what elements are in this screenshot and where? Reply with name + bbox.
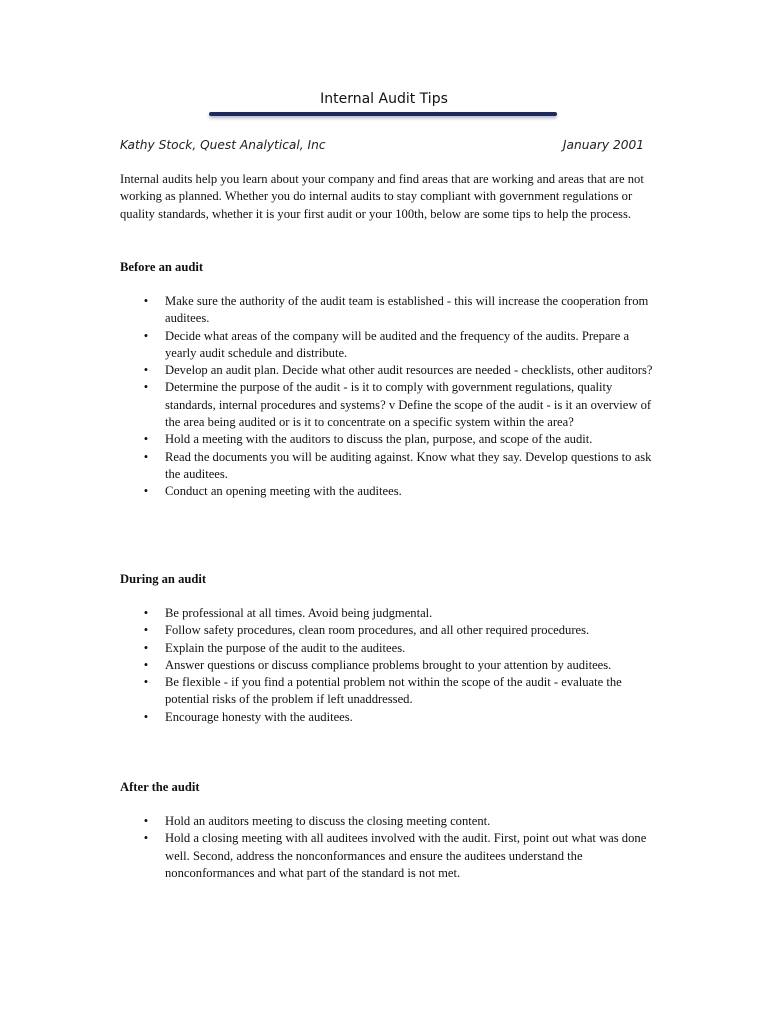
bullet-icon: • [143, 432, 149, 447]
list-item-text: Explain the purpose of the audit to the auditees. [165, 640, 406, 655]
list-item-text: Hold an auditors meeting to discuss the closing meeting content. [165, 814, 491, 828]
list-item [143, 674, 655, 709]
bullet-icon: • [143, 814, 149, 828]
bullet-icon: • [143, 831, 149, 846]
bullet-icon: • [143, 675, 149, 690]
bullet-icon: • [143, 640, 149, 655]
byline [120, 138, 644, 152]
list-item-text: Determine the purpose of the audit - is it to comply with government regulations, quality standards, internal procedures and systems? v Define the scope of the audit - is it an overview of the area being audited or is it to concentrate on a specific system within the area? [165, 380, 652, 430]
title-underline-rule [209, 112, 557, 116]
list-item [143, 379, 655, 431]
list-item-text: Make sure the authority of the audit team is established - this will increase the cooperation from auditees. [165, 294, 649, 326]
list-item [143, 293, 655, 328]
bullet-icon: • [143, 606, 149, 620]
bullet-icon: • [143, 709, 149, 724]
list-item [143, 605, 655, 622]
bullet-list-before-audit [143, 293, 655, 501]
bullet-icon: • [143, 380, 149, 395]
list-item-text: Decide what areas of the company will be audited and the frequency of the audits. Prepare a yearly audit schedule and distribute. [165, 328, 630, 360]
document-date: January 2001 [562, 138, 644, 152]
list-item-text: Conduct an opening meeting with the auditees. [165, 484, 402, 499]
document-title: Internal Audit Tips [320, 91, 448, 107]
intro-paragraph: Internal audits help you learn about your company and find areas that are working and areas that are not working as planned. Whether you do internal audits to stay compliant with government regulations or quality standards, whether it is your first audit or your 100th, below are some tips to help the process. [120, 172, 644, 221]
list-item-text: Follow safety procedures, clean room procedures, and all other required procedures. [165, 623, 590, 638]
list-item-text: Be flexible - if you find a potential problem not within the scope of the audit - evaluate the potential risks of the problem if left unaddressed. [165, 675, 622, 707]
section-heading-during-audit: During an audit [120, 572, 207, 586]
bullet-icon: • [143, 657, 149, 672]
list-item [143, 328, 655, 363]
list-item-text: Be professional at all times. Avoid being judgmental. [165, 606, 433, 620]
bullet-list-during-audit [143, 605, 655, 726]
section-heading-before-audit: Before an audit [120, 260, 204, 274]
bullet-icon: • [143, 363, 149, 378]
list-item [143, 483, 655, 500]
list-item-text: Read the documents you will be auditing against. Know what they say. Develop questions to ask the auditees. [165, 449, 652, 481]
list-item [143, 362, 655, 379]
list-item [143, 640, 655, 657]
list-item [143, 622, 655, 639]
list-item [143, 830, 655, 882]
bullet-icon: • [143, 623, 149, 638]
list-item-text: Answer questions or discuss compliance problems brought to your attention by auditees. [165, 657, 612, 672]
list-item [143, 709, 655, 726]
bullet-icon: • [143, 328, 149, 343]
bullet-icon: • [143, 294, 149, 308]
list-item-text: Encourage honesty with the auditees. [165, 709, 353, 724]
author-line: Kathy Stock, Quest Analytical, Inc [120, 138, 326, 152]
list-item [143, 813, 655, 830]
list-item-text: Develop an audit plan. Decide what other audit resources are needed - checklists, other auditors? [165, 363, 653, 378]
list-item [143, 449, 655, 484]
list-item-text: Hold a closing meeting with all auditees involved with the audit. First, point out what was done well. Second, address the nonconformances and ensure the auditees understand the nonconformances and what part of the standard is not met. [165, 831, 647, 880]
bullet-icon: • [143, 449, 149, 464]
list-item [143, 657, 655, 674]
bullet-list-after-audit [143, 813, 655, 882]
list-item [143, 431, 655, 448]
list-item-text: Hold a meeting with the auditors to discuss the plan, purpose, and scope of the audit. [165, 432, 593, 447]
bullet-icon: • [143, 484, 149, 499]
section-heading-after-audit: After the audit [120, 780, 200, 794]
